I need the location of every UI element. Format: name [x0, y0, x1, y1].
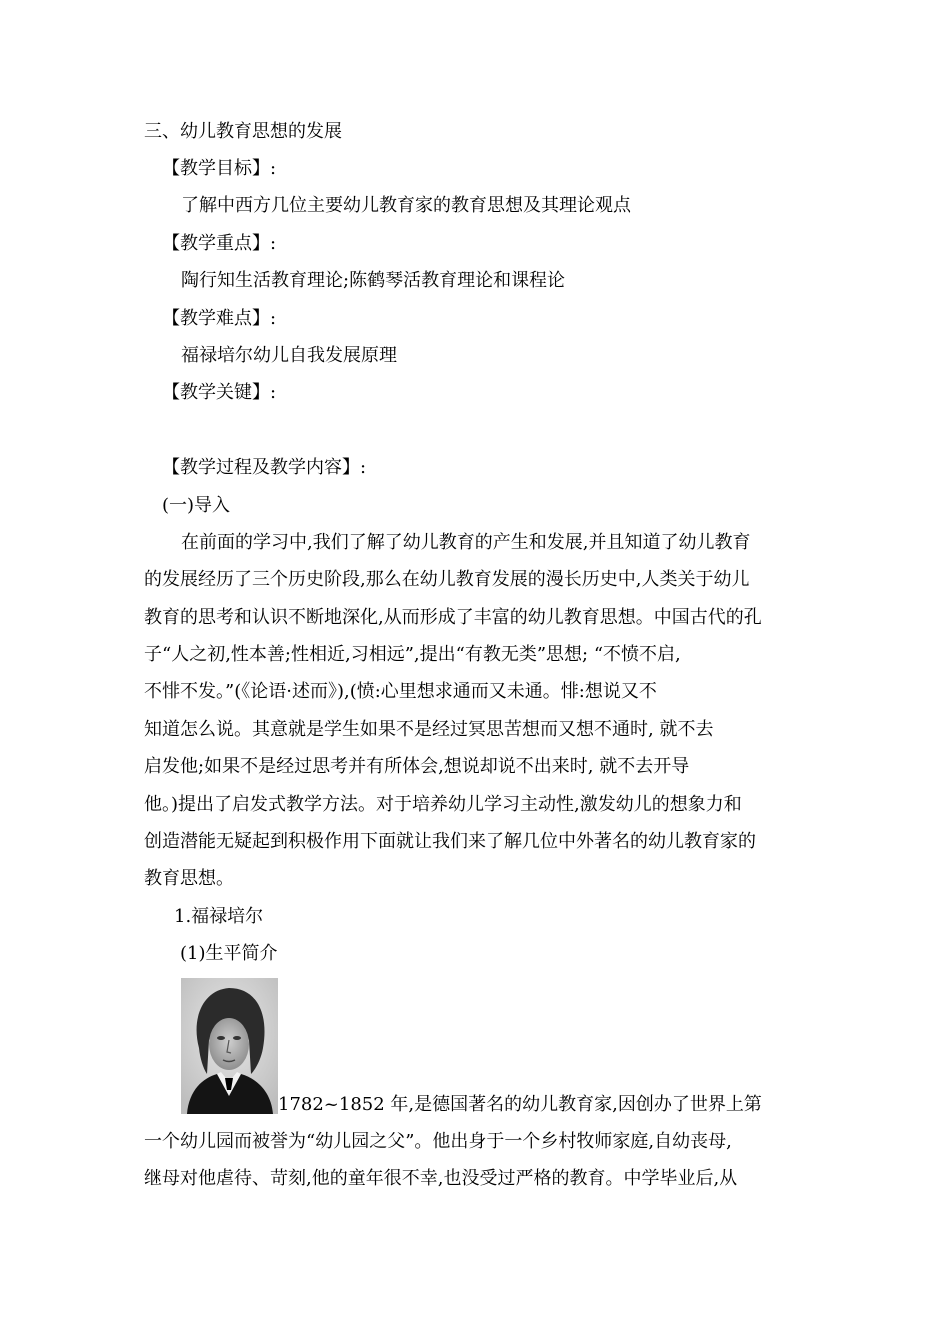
bio-heading: (1)生平简介: [180, 943, 278, 964]
paragraph-line: 知道怎么说。其意就是学生如果不是经过冥思苦想而又想不通时, 就不去: [144, 719, 714, 740]
goal-text: 了解中西方几位主要幼儿教育家的教育思想及其理论观点: [181, 195, 631, 216]
difficulty-label: 【教学难点】:: [162, 308, 277, 329]
paragraph-line: 教育思想。: [144, 868, 234, 889]
paragraph-line: 继母对他虐待、苛刻,他的童年很不幸,也没受过严格的教育。中学毕业后,从: [144, 1168, 738, 1189]
paragraph-line: 他。)提出了启发式教学方法。对于培养幼儿学习主动性,激发幼儿的想象力和: [144, 794, 742, 815]
paragraph-line: 不悱不发。”(《论语·述而》),(愤:心里想求通而又未通。悱:想说又不: [144, 681, 657, 702]
key-label: 【教学重点】:: [162, 233, 277, 254]
froebel-heading: 1.福禄培尔: [174, 906, 264, 927]
froebel-portrait: [181, 978, 278, 1114]
process-label: 【教学过程及教学内容】:: [162, 457, 367, 478]
paragraph-line: 教育的思考和认识不断地深化,从而形成了丰富的幼儿教育思想。中国古代的孔: [144, 607, 762, 628]
paragraph-line: 创造潜能无疑起到积极作用下面就让我们来了解几位中外著名的幼儿教育家的: [144, 831, 756, 852]
paragraph-line: 的发展经历了三个历史阶段,那么在幼儿教育发展的漫长历史中,人类关于幼儿: [144, 569, 750, 590]
intro-heading: (一)导入: [162, 495, 231, 516]
paragraph-line: 启发他;如果不是经过思考并有所体会,想说却说不出来时, 就不去开导: [144, 756, 690, 777]
crux-label: 【教学关键】:: [162, 382, 277, 403]
paragraph-line: 1782~1852 年,是德国著名的幼儿教育家,因创办了世界上第: [278, 1094, 762, 1115]
key-text: 陶行知生活教育理论;陈鹤琴活教育理论和课程论: [181, 270, 566, 291]
paragraph-line: 一个幼儿园而被誉为“幼儿园之父”。他出身于一个乡村牧师家庭,自幼丧母,: [144, 1131, 732, 1152]
section-title: 三、幼儿教育思想的发展: [144, 121, 342, 142]
goal-label: 【教学目标】:: [162, 158, 277, 179]
paragraph-line: 子“人之初,性本善;性相近,习相远”,提出“有教无类”思想; “不愤不启,: [144, 644, 681, 665]
difficulty-text: 福禄培尔幼儿自我发展原理: [181, 345, 397, 366]
paragraph-line: 在前面的学习中,我们了解了幼儿教育的产生和发展,并且知道了幼儿教育: [181, 532, 751, 553]
